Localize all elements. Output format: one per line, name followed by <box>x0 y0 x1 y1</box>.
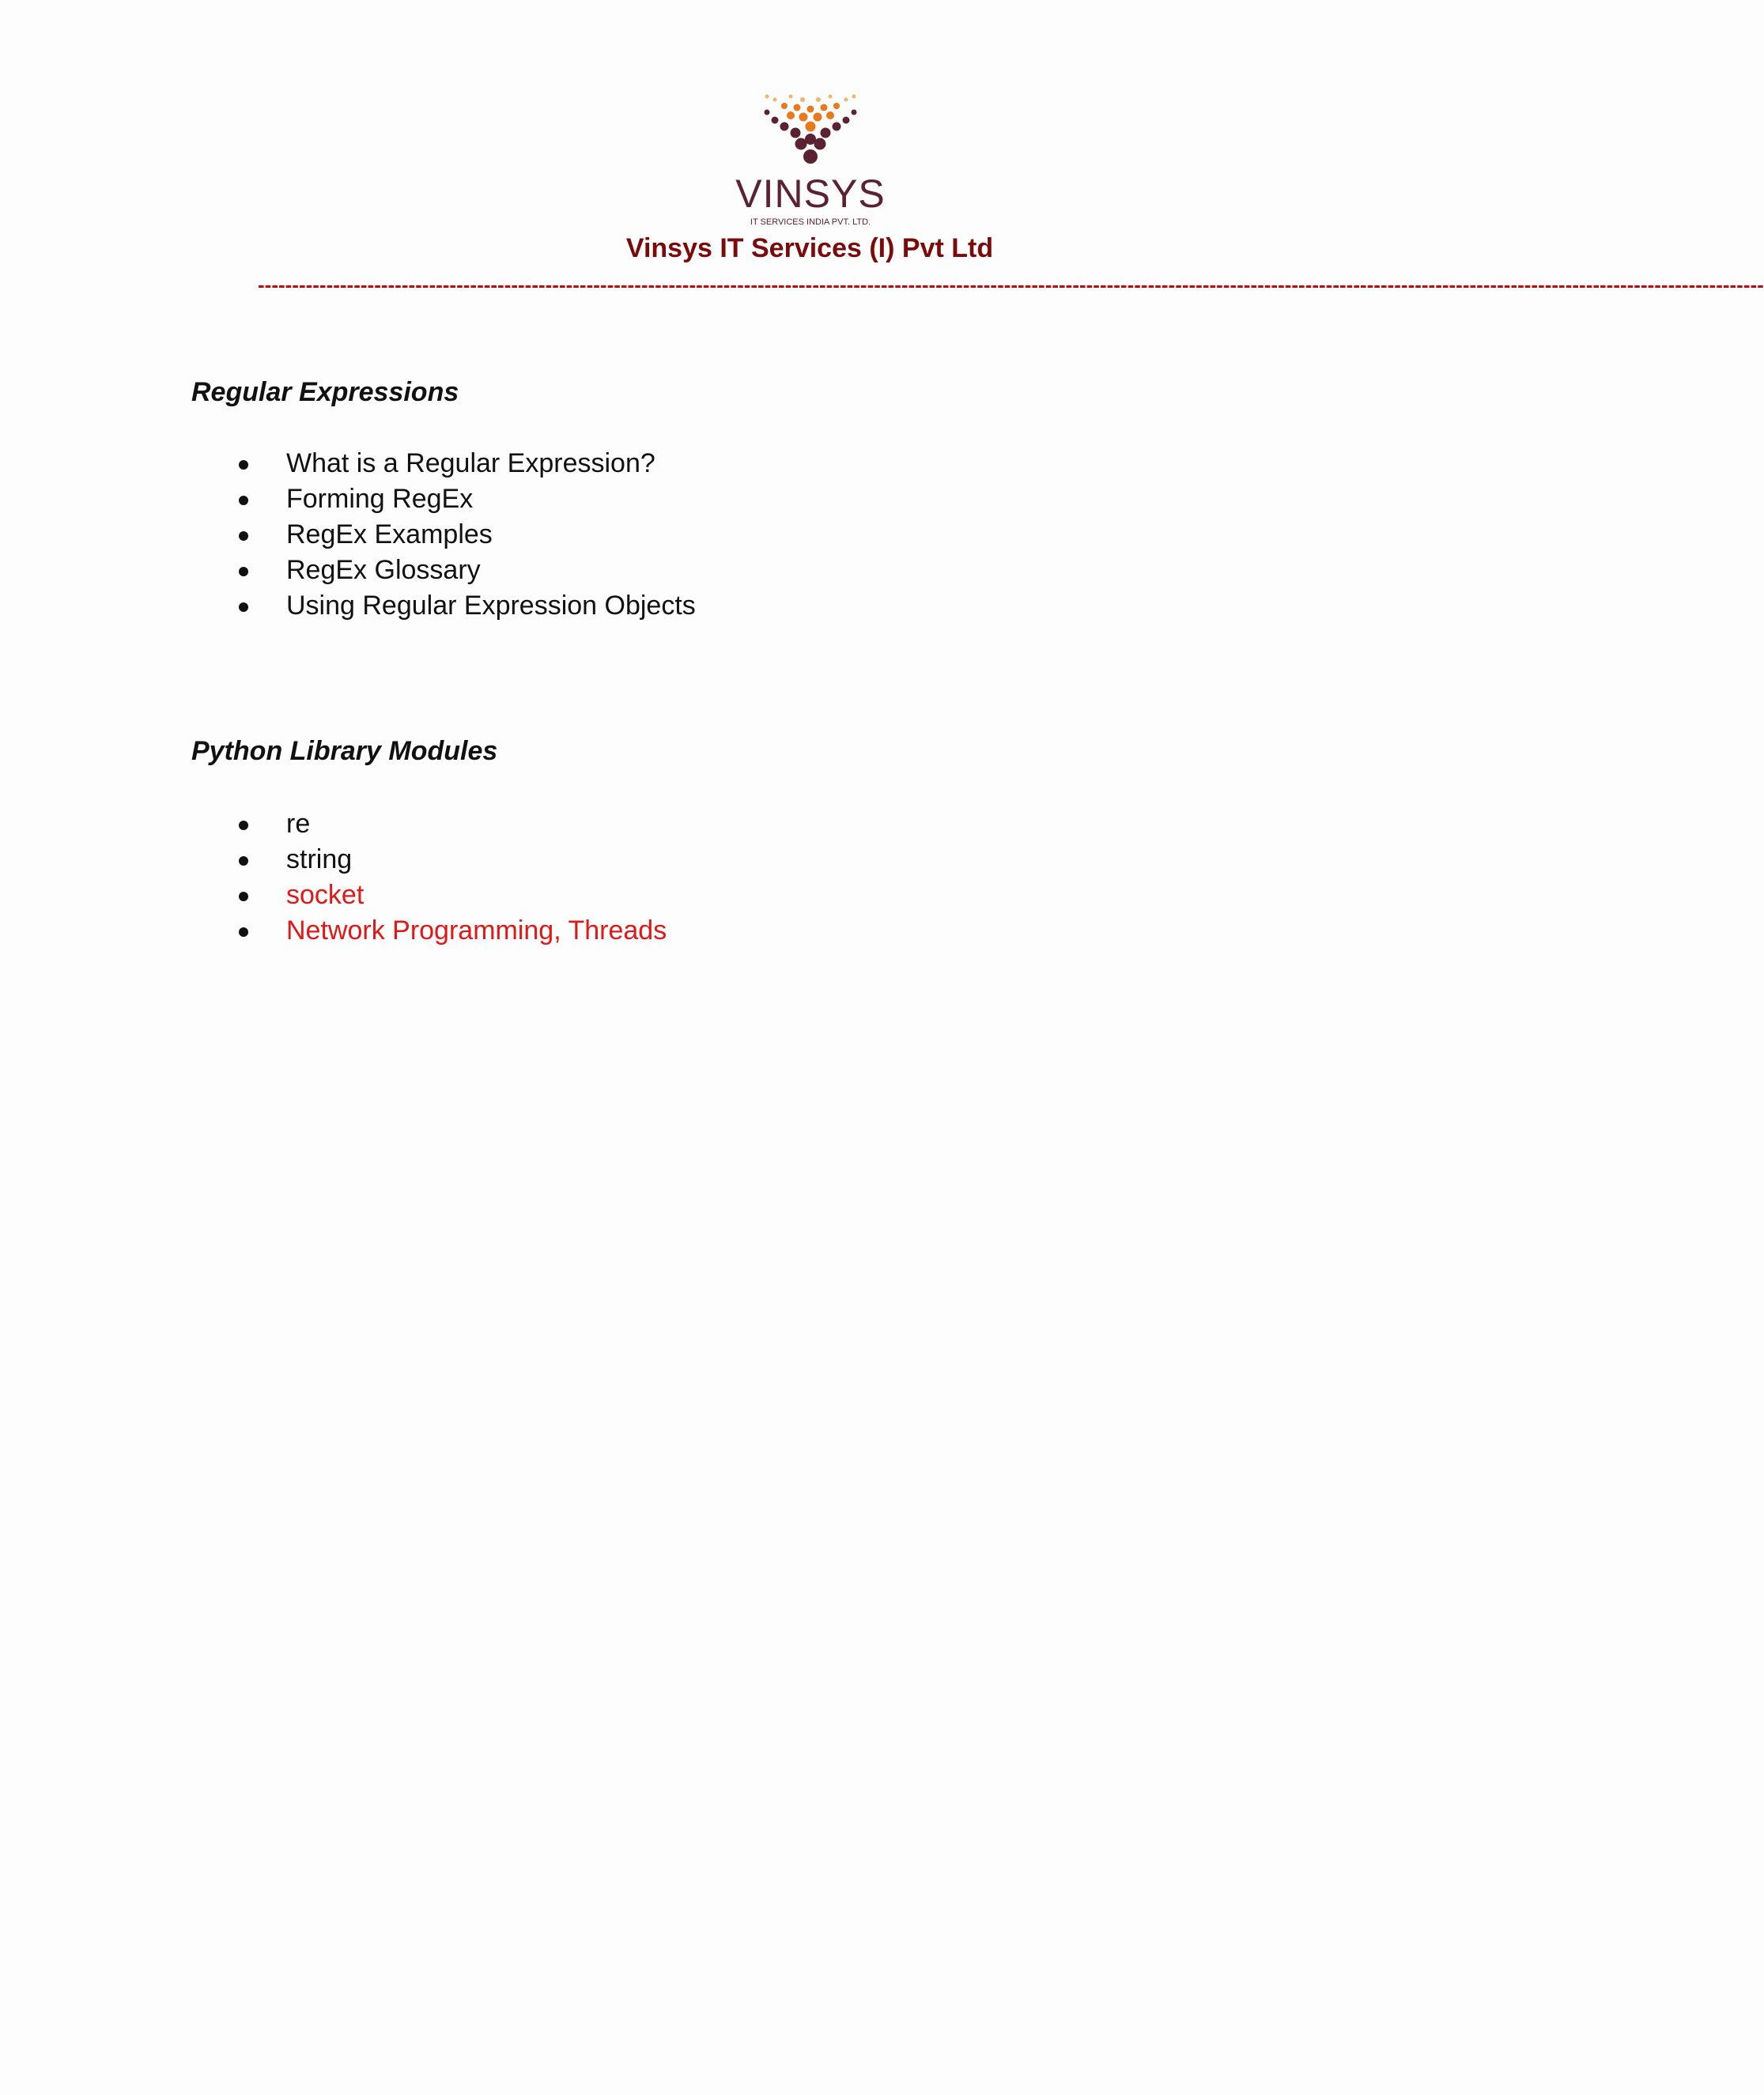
list-item <box>0 878 1619 913</box>
logo-tagline: IT SERVICES INDIA PVT. LTD. <box>750 217 871 227</box>
list-item <box>0 481 1619 517</box>
regex-topic-list <box>0 446 1619 624</box>
header-dashed-rule: ---------------------------------------------------------------------------------------------------------------------------------------------------------------------------------------------------------------------------- <box>258 273 1764 296</box>
bullet-icon <box>239 892 248 901</box>
list-item <box>0 842 1619 878</box>
vinsys-logo <box>735 89 886 231</box>
list-item-text: RegEx Examples <box>286 519 493 549</box>
bullet-icon <box>239 927 248 937</box>
list-item-text: string <box>286 844 353 874</box>
bullet-icon <box>239 496 248 505</box>
list-item <box>0 553 1619 588</box>
section-title-regular-expressions: Regular Expressions <box>191 377 459 407</box>
company-name: Vinsys IT Services (I) Pvt Ltd <box>625 233 994 263</box>
list-item-text: What is a Regular Expression? <box>286 448 655 478</box>
library-module-list <box>0 806 1619 949</box>
list-item <box>0 806 1619 842</box>
logo-wordmark: VINSYS <box>735 172 886 216</box>
bullet-icon <box>239 460 248 470</box>
bullet-icon <box>239 567 248 576</box>
list-item <box>0 517 1619 553</box>
section-title-python-library-modules: Python Library Modules <box>191 736 498 766</box>
list-item <box>0 913 1619 949</box>
list-item-text: Using Regular Expression Objects <box>286 591 696 621</box>
bullet-icon <box>239 821 248 830</box>
bullet-icon <box>239 602 248 612</box>
list-item-text: socket <box>286 880 365 910</box>
list-item-text: RegEx Glossary <box>286 555 481 585</box>
list-item-text: Network Programming, Threads <box>286 915 667 946</box>
list-item-text: re <box>286 809 311 839</box>
bullet-icon <box>239 856 248 866</box>
list-item-text: Forming RegEx <box>286 484 474 514</box>
bullet-icon <box>239 531 248 541</box>
list-item <box>0 588 1619 624</box>
list-item <box>0 446 1619 481</box>
logo-mark-icon <box>735 89 886 231</box>
